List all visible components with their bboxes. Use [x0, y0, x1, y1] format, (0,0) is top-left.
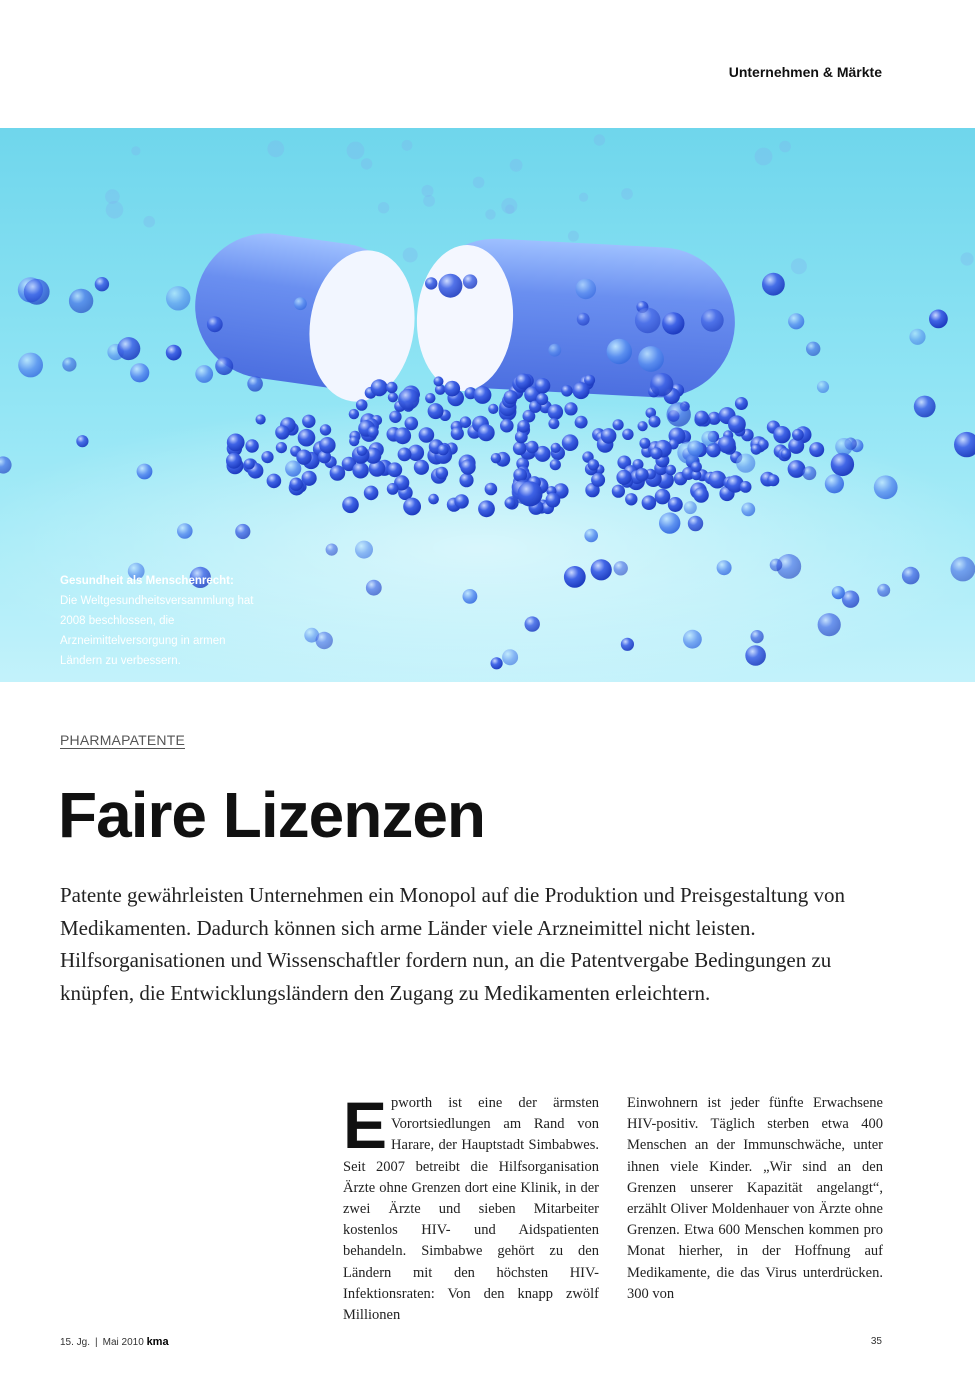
bead: [622, 429, 633, 440]
bead: [403, 498, 421, 516]
bead: [579, 193, 588, 202]
bead: [546, 493, 561, 508]
bead: [69, 289, 93, 313]
bead: [625, 493, 637, 505]
bead: [166, 286, 190, 310]
bead: [454, 494, 468, 508]
bead: [638, 421, 648, 431]
footer-meta: [60, 1336, 169, 1348]
footer-brand-logo: kma: [146, 1336, 169, 1348]
bead: [361, 158, 372, 169]
bead: [874, 475, 898, 499]
bead: [612, 485, 625, 498]
bead: [914, 396, 936, 418]
bead: [504, 390, 518, 404]
bead: [667, 402, 691, 426]
bead: [902, 567, 920, 585]
bead: [584, 529, 598, 543]
bead: [478, 424, 495, 441]
bead: [389, 411, 401, 423]
bead: [621, 188, 633, 200]
bead: [319, 437, 335, 453]
bead: [642, 495, 657, 510]
bead: [550, 459, 561, 470]
bead: [95, 277, 109, 291]
bead: [564, 402, 577, 415]
image-caption: [60, 571, 260, 671]
bead: [460, 459, 475, 474]
bead: [137, 464, 153, 480]
bead: [616, 470, 631, 485]
bead: [247, 376, 263, 392]
bead: [388, 392, 398, 402]
bead: [405, 417, 419, 431]
bead: [773, 426, 790, 443]
bead: [806, 342, 820, 356]
capsule-right: [413, 235, 738, 401]
bead: [368, 426, 379, 437]
bead: [235, 524, 250, 539]
bead: [613, 419, 624, 430]
bead: [227, 434, 245, 452]
bead: [371, 379, 388, 396]
bead: [491, 453, 501, 463]
bead: [591, 473, 605, 487]
bead: [355, 541, 373, 559]
bead: [428, 494, 439, 505]
bead: [515, 431, 528, 444]
bead: [518, 481, 543, 506]
bead: [106, 201, 124, 219]
bead: [551, 443, 561, 453]
bead: [751, 630, 764, 643]
bead: [535, 378, 551, 394]
drop-cap: E: [343, 1088, 388, 1162]
bead: [438, 444, 449, 455]
bead: [517, 420, 530, 433]
bead: [438, 274, 462, 298]
bead: [735, 397, 748, 410]
bead: [245, 439, 258, 452]
bead: [463, 274, 477, 288]
bead: [320, 424, 331, 435]
bead: [364, 486, 379, 501]
bead: [326, 544, 338, 556]
bead: [788, 460, 806, 478]
body-column-1: [343, 1088, 599, 1326]
bead: [298, 429, 316, 447]
bead: [755, 148, 773, 166]
bead: [366, 580, 382, 596]
bead: [500, 419, 514, 433]
bead: [954, 432, 975, 457]
bead: [478, 500, 495, 517]
bead: [701, 309, 724, 332]
bead: [398, 448, 412, 462]
bead: [267, 474, 282, 489]
bead: [568, 231, 579, 242]
bead: [762, 273, 785, 296]
bead: [639, 438, 650, 449]
bead: [929, 310, 948, 329]
bead: [143, 216, 155, 228]
bead: [614, 561, 628, 575]
bead: [809, 442, 824, 457]
bead: [387, 462, 402, 477]
bead: [832, 586, 845, 599]
bead: [451, 427, 464, 440]
bead: [24, 279, 50, 305]
bead: [434, 376, 444, 386]
bead: [728, 415, 746, 433]
bead: [414, 460, 429, 475]
bead: [62, 357, 76, 371]
bead: [740, 481, 752, 493]
bead: [215, 357, 233, 375]
bead: [463, 589, 478, 604]
bead: [436, 467, 449, 480]
bead: [386, 382, 397, 393]
bead: [459, 473, 473, 487]
bead: [352, 462, 368, 478]
bead: [316, 632, 333, 649]
bead: [792, 429, 804, 441]
bead: [402, 140, 413, 151]
bead: [548, 404, 563, 419]
bead: [561, 385, 573, 397]
bead: [485, 209, 495, 219]
bead: [491, 657, 503, 669]
bead: [601, 428, 617, 444]
bead: [525, 616, 540, 631]
bead: [515, 374, 531, 390]
bead: [166, 345, 182, 361]
bead: [666, 465, 677, 476]
bead: [788, 313, 804, 329]
bead: [649, 416, 661, 428]
section-label: Unternehmen & Märkte: [728, 64, 882, 80]
bead: [687, 441, 703, 457]
article-kicker: PHARMAPATENTE: [60, 732, 185, 748]
bead: [708, 471, 726, 489]
bead: [488, 404, 498, 414]
bead: [650, 373, 673, 396]
bead: [691, 461, 702, 472]
bead: [177, 523, 193, 539]
body-column-2: [627, 1093, 883, 1305]
bead: [473, 177, 485, 189]
bead: [961, 252, 974, 265]
bead: [356, 399, 368, 411]
bead: [564, 566, 586, 588]
bead: [349, 409, 359, 419]
bead: [576, 279, 597, 300]
bead: [909, 329, 925, 345]
bead: [575, 416, 588, 429]
bead: [342, 497, 359, 514]
bead: [548, 418, 559, 429]
bead: [825, 474, 844, 493]
bead: [18, 353, 43, 378]
body-text-2: Einwohnern ist jeder fünfte Erwachsene HIV-positiv. Täglich sterben etwa 400 Menschen an der Immunschwäche, unter ihnen viele Kinder. „Wir sind an den Grenzen unserer Kapazität angelangt“, erzählt Oliver Moldenhauer von Ärzte ohne Grenzen. Etwa 600 Menschen kommen pro Monat hierher, in der Hoffnung auf Medikamente, die das Virus unterdrücken. 300 von: [627, 1095, 883, 1302]
bead: [290, 478, 303, 491]
bead: [131, 146, 140, 155]
bead: [428, 403, 444, 419]
bead: [502, 649, 518, 665]
bead: [770, 559, 783, 572]
bead: [668, 497, 683, 512]
bead: [294, 297, 307, 310]
bead: [510, 159, 523, 172]
bead: [425, 393, 435, 403]
bead: [818, 613, 841, 636]
body-text-1: pworth ist eine der ärmsten Vorortsiedlungen am Rand von Harare, der Hauptstadt Simbabwes. Seit 2007 betreibt die Hilfsorganisation Ärzte ohne Grenzen dort eine Klinik, in der zwei Ärzte und sieben Mitarbeiter kostenlos HIV- und Aidspatienten behandeln. Simbabwe gehört zu den Ländern mit den höchsten HIV-Infektionsraten: Von den knapp zwölf Millionen: [343, 1095, 599, 1324]
bead: [701, 431, 716, 446]
bead: [951, 557, 975, 582]
bead: [662, 312, 684, 334]
bead: [425, 277, 437, 289]
bead: [398, 389, 419, 410]
bead: [688, 516, 703, 531]
bead: [588, 459, 599, 470]
bead: [349, 436, 359, 446]
bead: [226, 453, 242, 469]
bead: [548, 344, 561, 357]
bead: [267, 140, 284, 157]
caption-text: Die Weltgesundheitsversammlung hat 2008 beschlossen, die Arzneimittelversorgung in armen Ländern zu verbessern.: [60, 595, 254, 667]
bead: [347, 142, 365, 160]
bead: [717, 560, 732, 575]
bead: [594, 134, 605, 145]
bead: [638, 346, 664, 372]
bead: [207, 316, 223, 332]
bead: [683, 630, 702, 649]
caption-title: Gesundheit als Menschenrecht:: [60, 575, 234, 587]
bead: [695, 411, 709, 425]
bead: [474, 386, 492, 404]
bead: [693, 487, 708, 502]
bead: [736, 454, 755, 473]
bead: [562, 434, 579, 451]
bead: [745, 645, 766, 666]
bead: [781, 449, 791, 459]
bead: [791, 258, 807, 274]
bead: [285, 461, 301, 477]
bead: [659, 512, 680, 533]
footer-separator: |: [95, 1337, 98, 1348]
bead: [621, 638, 634, 651]
article-title: Faire Lizenzen: [58, 779, 485, 851]
bead: [877, 584, 890, 597]
footer-issue: Mai 2010: [102, 1337, 144, 1348]
bead: [195, 365, 213, 383]
bead: [577, 313, 590, 326]
bead: [357, 446, 367, 456]
footer-volume: 15. Jg.: [60, 1337, 91, 1348]
bead: [591, 559, 612, 580]
bead: [741, 503, 755, 517]
bead: [751, 444, 762, 455]
capsule-left: [186, 224, 424, 408]
bead: [817, 381, 829, 393]
bead: [423, 195, 435, 207]
bead: [485, 483, 498, 496]
bead: [0, 456, 12, 473]
bead: [117, 337, 140, 360]
bead: [526, 441, 539, 454]
bead: [635, 308, 661, 334]
bead: [256, 414, 266, 424]
bead: [444, 381, 460, 397]
bead: [130, 363, 149, 382]
bead: [767, 474, 779, 486]
bead: [684, 501, 697, 514]
bead: [378, 202, 389, 213]
bead: [635, 468, 648, 481]
bead: [513, 442, 527, 456]
bead: [330, 465, 346, 481]
bead: [779, 141, 791, 153]
bead: [573, 382, 590, 399]
bead: [419, 427, 435, 443]
bead: [655, 489, 671, 505]
bead: [275, 425, 289, 439]
bead: [276, 442, 287, 453]
bead: [650, 447, 662, 459]
bead: [835, 438, 852, 455]
page-number: 35: [870, 1336, 882, 1347]
bead: [76, 435, 88, 447]
bead: [607, 339, 632, 364]
bead: [302, 415, 315, 428]
bead: [422, 185, 434, 197]
bead: [505, 205, 514, 214]
bead: [394, 427, 411, 444]
bead: [244, 459, 255, 470]
bead: [536, 393, 548, 405]
bead: [803, 466, 817, 480]
bead: [261, 451, 273, 463]
bead: [460, 416, 472, 428]
article-lead: Patente gewährleisten Unternehmen ein Monopol auf die Produktion und Preisgestaltung von Medikamenten. Dadurch können sich arme Länder viele Arzneimittel nicht leisten. Hilfsorganisationen und Wissenschaftler fordern nun, an die Patentvergabe Bedingungen zu knüpfen, die Entwicklungsländern den Zugang zu Medikamenten erleichtern.: [60, 883, 846, 1005]
bead: [403, 248, 418, 263]
bead: [831, 453, 854, 476]
bead: [387, 483, 399, 495]
